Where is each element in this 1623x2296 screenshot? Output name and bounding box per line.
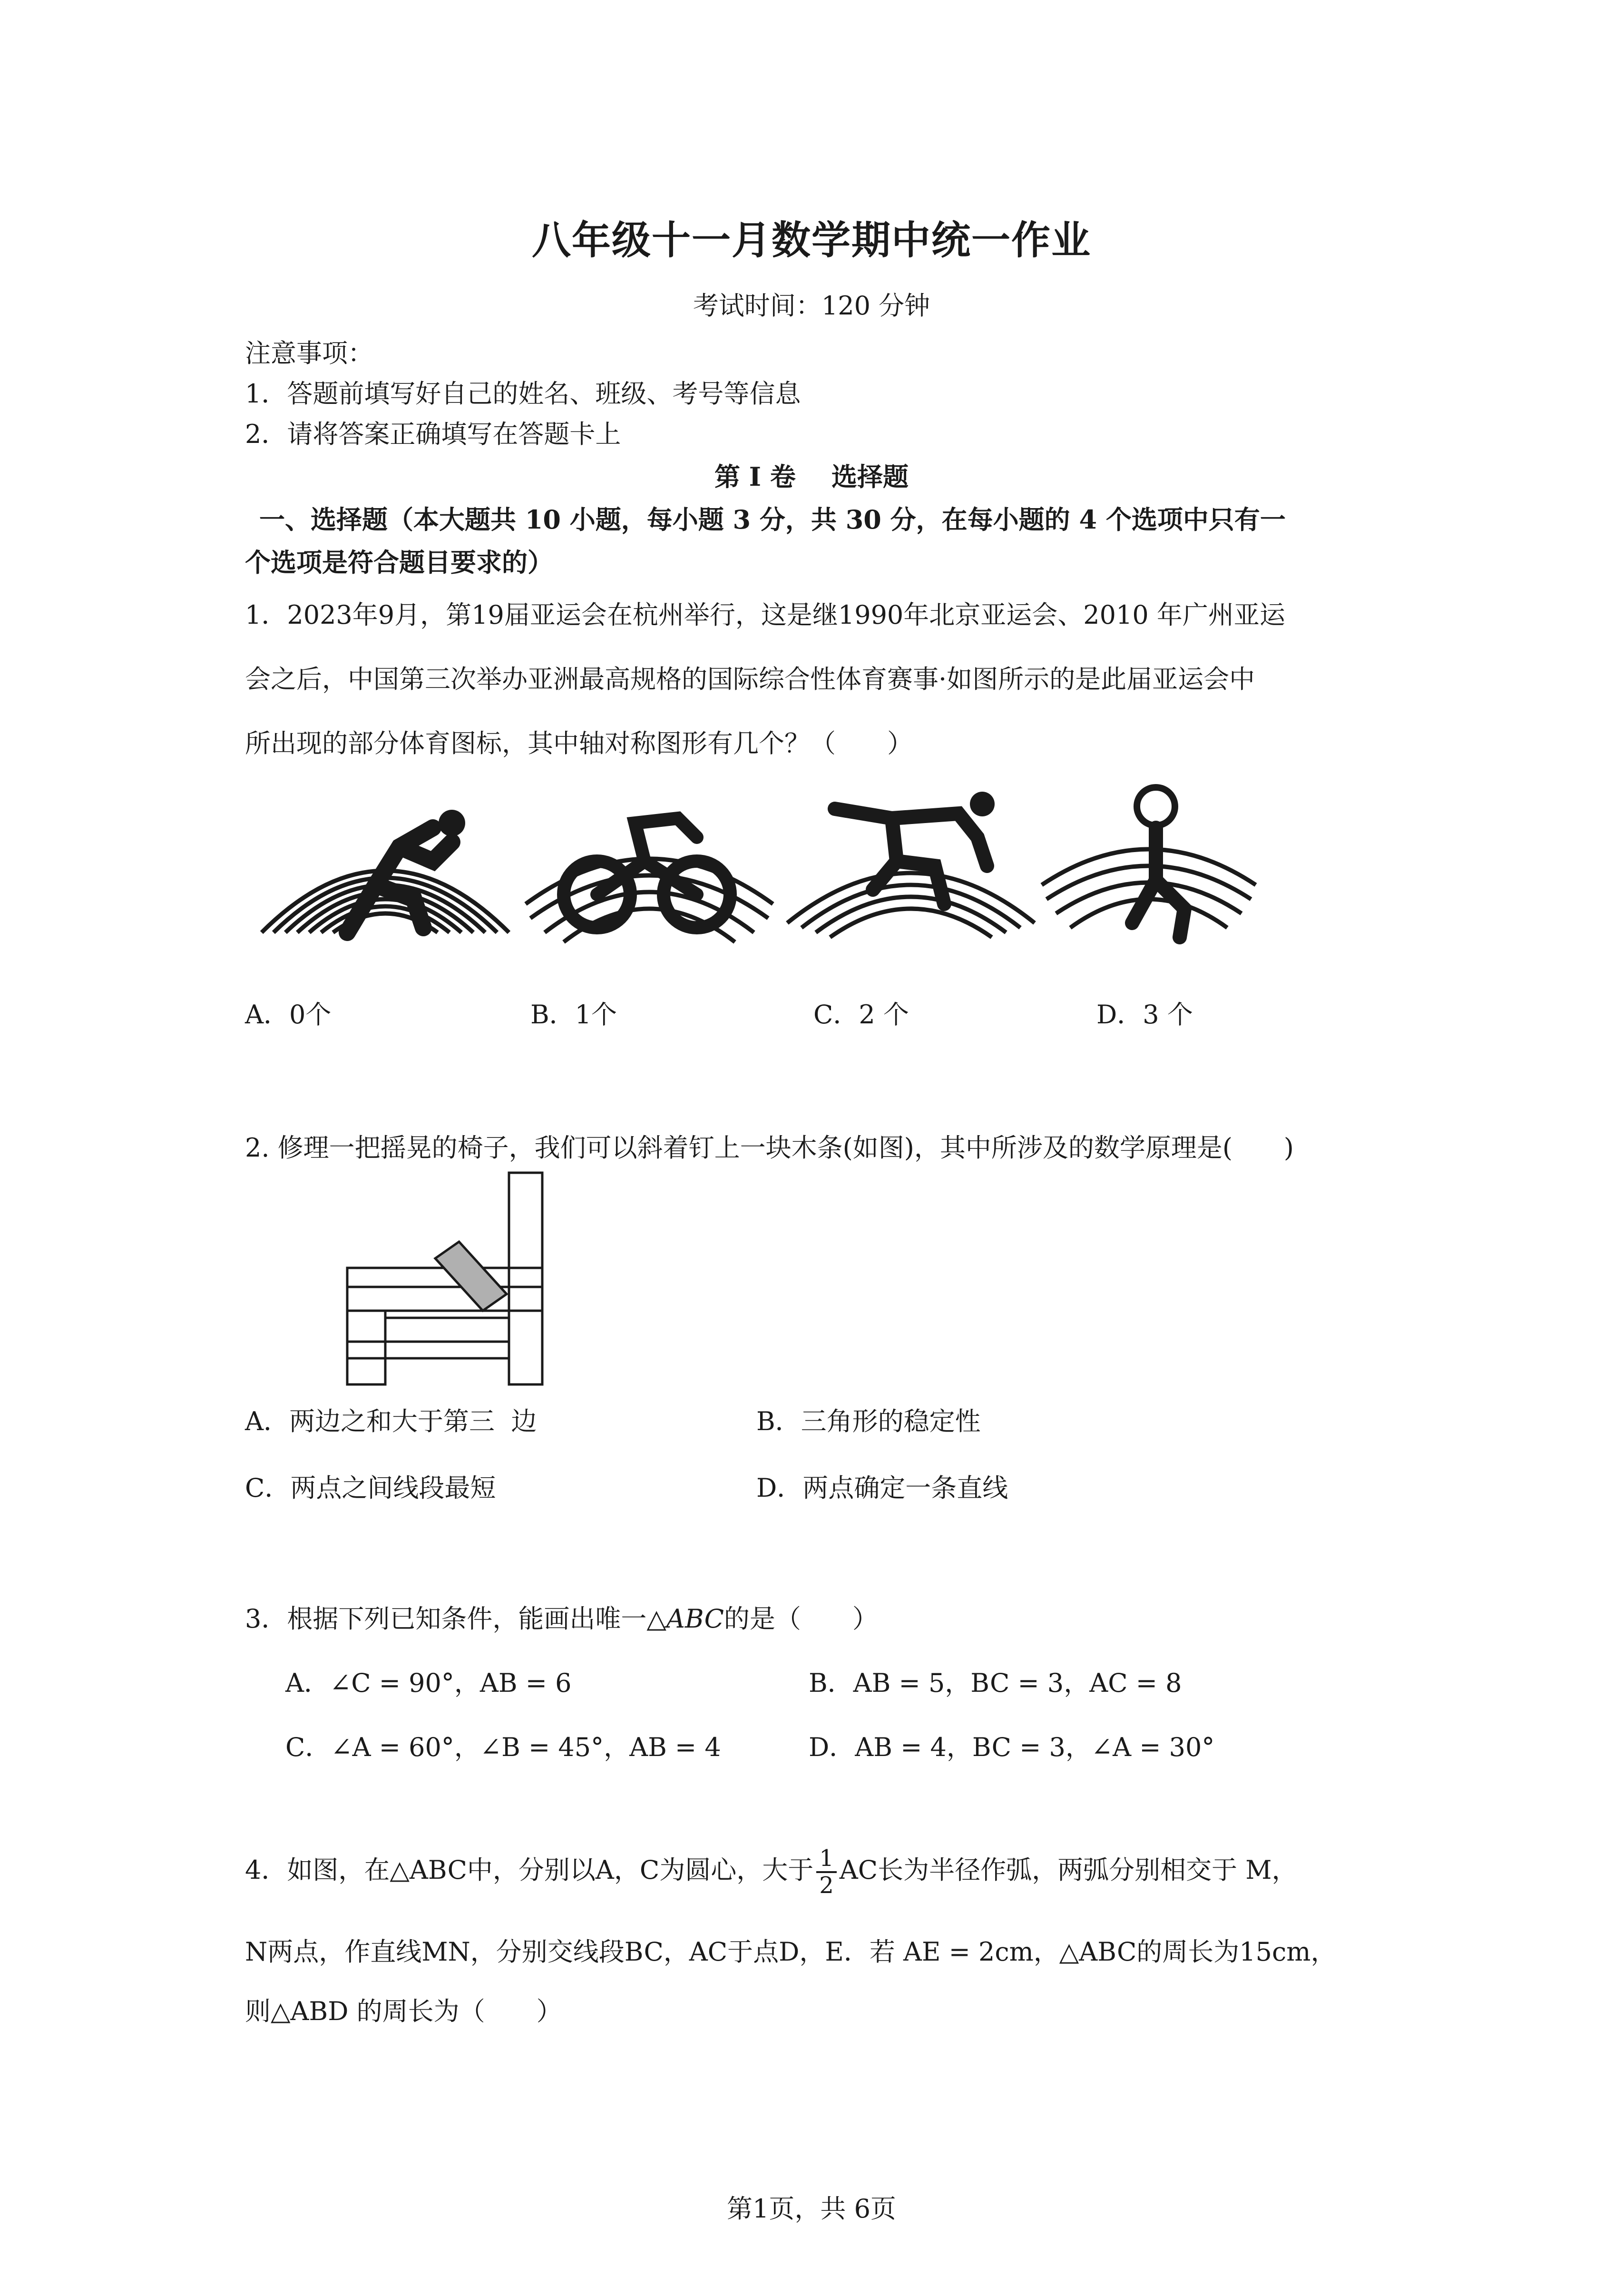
one-half-fraction (816, 1846, 837, 1898)
q1-option-a: A．0个 (245, 1000, 332, 1030)
section-instruction-line2: 个选项是符合题目要求的） (245, 547, 553, 578)
q1-option-c: C．2 个 (813, 1000, 909, 1030)
q3-stem-start: 3．根据下列已知条件，能画出唯一 (245, 1604, 647, 1634)
q3-stem-end: 的是（ ） (724, 1604, 878, 1634)
q4-line1-end: AC长为半径作弧，两弧分别相交于 M， (839, 1854, 1298, 1885)
q4-line2: N两点，作直线MN，分别交线段BC，AC于点D，E．若 AE = 2cm，△ABC的周长为15cm， (245, 1937, 1337, 1967)
fraction-denominator: 2 (819, 1872, 834, 1899)
q1-line1: 1．2023年9月，第19届亚运会在杭州举行，这是继1990年北京亚运会、2010 年广州亚运 (245, 600, 1285, 630)
basketball-icon (1037, 771, 1261, 952)
climbing-icon (778, 780, 1044, 947)
q4-line1-start: 4．如图，在△ABC中，分别以A，C为圆心，大于 (245, 1854, 814, 1885)
cycling-icon (516, 790, 782, 947)
q3-option-a: A．∠C = 90°，AB = 6 (285, 1668, 572, 1698)
running-icon (252, 790, 518, 947)
q3-triangle: △ABC (646, 1604, 724, 1634)
page-title: 八年级十一月数学期中统一作业 (531, 217, 1091, 263)
q4-line3: 则△ABD 的周长为（ ） (245, 1996, 562, 2026)
section-instruction-line1: 一、选择题（本大题共 10 小题，每小题 3 分，共 30 分，在每小题的 4 个选项中只有一 (259, 504, 1286, 535)
q3-option-b: B．AB = 5，BC = 3，AC = 8 (809, 1668, 1182, 1698)
q1-line3: 所出现的部分体育图标，其中轴对称图形有几个？（ ） (245, 728, 913, 758)
q1-option-b: B．1个 (530, 1000, 617, 1030)
notes-heading: 注意事项： (245, 338, 373, 368)
q2-option-a: A．两边之和大于第三 边 (245, 1406, 537, 1436)
page-footer: 第1页，共 6页 (727, 2194, 896, 2224)
chair-diagram (333, 1170, 561, 1389)
q3-stem (245, 1599, 878, 1635)
exam-time: 考试时间：120 分钟 (693, 291, 930, 321)
q3-option-c: C．∠A = 60°，∠B = 45°，AB = 4 (285, 1732, 721, 1762)
q1-line2: 会之后，中国第三次举办亚洲最高规格的国际综合性体育赛事·如图所示的是此届亚运会中 (245, 664, 1255, 694)
q1-option-d: D．3 个 (1096, 1000, 1193, 1030)
fraction-numerator: 1 (816, 1846, 837, 1873)
q2-option-d: D．两点确定一条直线 (756, 1473, 1008, 1503)
q2-option-c: C．两点之间线段最短 (245, 1473, 496, 1503)
note-item-2: 2．请将答案正确填写在答题卡上 (245, 419, 621, 449)
volume-heading: 第 I 卷 选择题 (714, 461, 909, 492)
q2-text: 2. 修理一把摇晃的椅子，我们可以斜着钉上一块木条(如图)，其中所涉及的数学原理是( ) (245, 1133, 1294, 1163)
q2-option-b: B．三角形的稳定性 (756, 1406, 981, 1436)
q4-line1 (245, 1846, 1298, 1898)
note-item-1: 1．答题前填写好自己的姓名、班级、考号等信息 (245, 379, 801, 409)
q3-option-d: D．AB = 4，BC = 3，∠A = 30° (809, 1732, 1215, 1762)
